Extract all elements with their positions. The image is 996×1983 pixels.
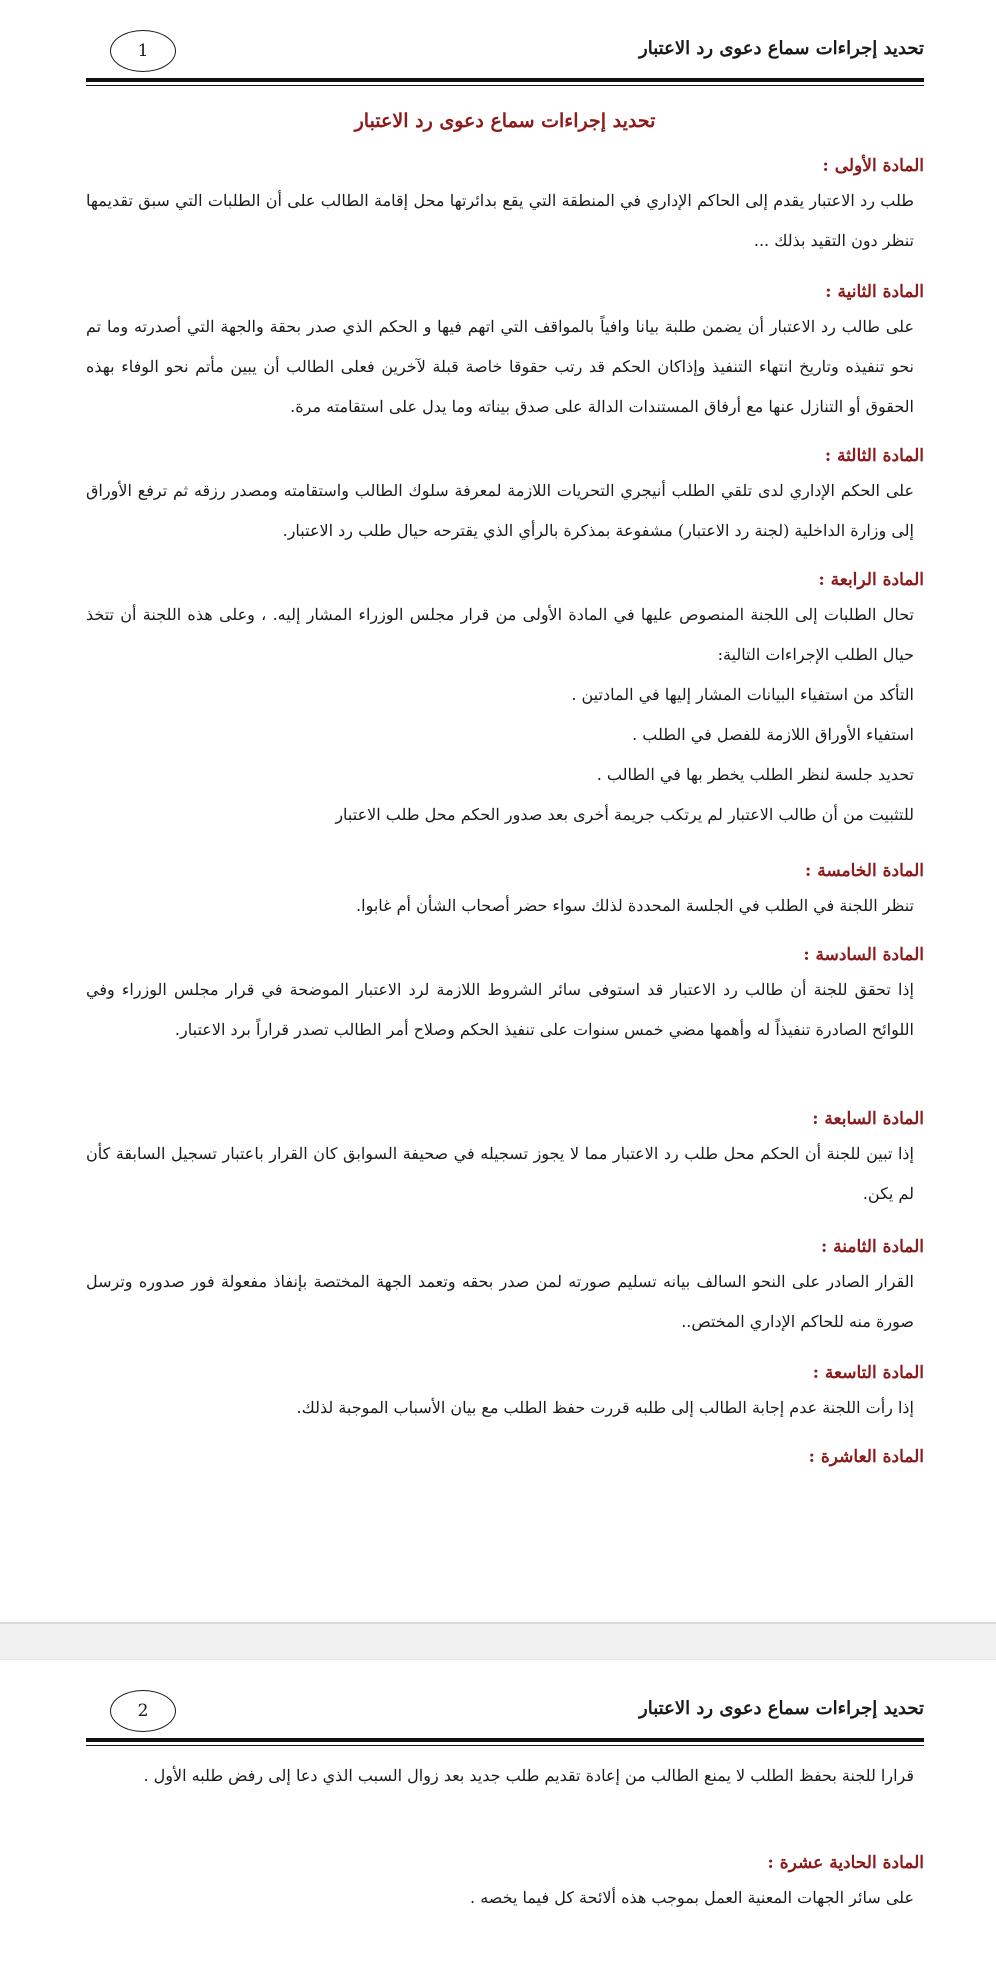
article-heading: المادة الحادية عشرة :: [767, 1853, 924, 1873]
article-heading: المادة العاشرة :: [808, 1447, 924, 1467]
article-heading: المادة التاسعة :: [812, 1363, 924, 1383]
article-6: [86, 940, 924, 1050]
list-item: تحديد جلسة لنظر الطلب يخطر بها في الطالب .: [596, 765, 914, 784]
article-text: إذا رأت اللجنة عدم إجابة الطالب إلى طلبه قررت حفظ الطلب مع بيان الأسباب الموجبة لذلك.: [296, 1398, 914, 1417]
article-2: [86, 277, 924, 427]
article-3: [86, 441, 924, 551]
document-title: تحديد إجراءات سماع دعوى رد الاعتبار: [354, 110, 656, 132]
article-heading: المادة السادسة :: [803, 945, 924, 965]
article-text: على الحكم الإداري لدى تلقي الطلب أنيجري التحريات اللازمة لمعرفة سلوك الطالب واستقامته ومصدر رزقه ثم ترفع الأوراق إلى وزارة الداخلية (لجنة رد الاعتبار) مشفوعة بمذكرة بالرأي الذي يقترحه حيال طلب رد الاعتبار.: [86, 481, 914, 540]
article-5: [86, 856, 924, 926]
header-title: تحديد إجراءات سماع دعوى رد الاعتبار: [639, 38, 924, 59]
article-7: [86, 1104, 924, 1214]
list-item: التأكد من استفياء البيانات المشار إليها في المادتين .: [571, 685, 914, 704]
article-text: القرار الصادر على النحو السالف بيانه تسليم صورته لمن صدر بحقه وتعمد الجهة المختصة بإنفاذ مفعولة فور صدوره وترسل صورة منه للحاكم الإداري المختص..: [86, 1272, 914, 1331]
article-text: إذا تبين للجنة أن الحكم محل طلب رد الاعتبار مما لا يجوز تسجيله في صحيفة السوابق كان القرار باعتبار تسجيل السابقة كأن لم يكن.: [86, 1144, 914, 1203]
document-page-2: [0, 1660, 996, 1983]
header-rule-thin: [86, 1745, 924, 1746]
list-item: استفياء الأوراق اللازمة للفصل في الطلب .: [632, 725, 914, 744]
page-header: [86, 0, 924, 80]
article-heading: المادة الأولى :: [822, 156, 924, 176]
list-item: للتثبيت من أن طالب الاعتبار لم يرتكب جريمة أخرى بعد صدور الحكم محل طلب الاعتبار: [335, 805, 914, 824]
article-heading: المادة الثانية :: [825, 282, 924, 302]
article-heading: المادة الرابعة :: [818, 570, 924, 590]
article-text: تحال الطلبات إلى اللجنة المنصوص عليها في المادة الأولى من قرار مجلس الوزراء المشار إليه. ، وعلى هذه اللجنة أن تتخذ حيال الطلب الإجراءات التالية:: [86, 605, 914, 664]
header-rule-thin: [86, 85, 924, 86]
article-1: [86, 151, 924, 261]
article-4: [86, 565, 924, 835]
article-text: على طالب رد الاعتبار أن يضمن طلبة بيانا وافياً بالمواقف التي اتهم فيها و الحكم الذي صدر بحقة والجهة التي أصدرته وما تم نحو تنفيذه وتاريخ انتهاء التنفيذ وإذاكان الحكم قد رتب حقوقا خاصة قبلة لآخرين فعلى الطالب أن يبين مأتم نحو الوفاء بهذه الحقوق أو التنازل عنها مع أرفاق المستندات الدالة على صدق بيناته وما يدل على استقامته مرة.: [86, 317, 915, 416]
article-heading: المادة الثالثة :: [824, 446, 924, 466]
article-11: [86, 1848, 924, 1918]
header-rule: [86, 1738, 924, 1742]
article-9: [86, 1358, 924, 1428]
page-header: [86, 1660, 924, 1740]
article-text: على سائر الجهات المعنية العمل بموجب هذه ألائحة كل فيما يخصه .: [470, 1888, 914, 1907]
article-heading: المادة الثامنة :: [820, 1237, 924, 1257]
article-text: طلب رد الاعتبار يقدم إلى الحاكم الإداري في المنطقة التي يقع بدائرتها محل إقامة الطالب على أن الطلبات التي سبق تقديمها تنظر دون التقيد بذلك ...: [86, 191, 914, 250]
article-8: [86, 1232, 924, 1342]
header-title: تحديد إجراءات سماع دعوى رد الاعتبار: [639, 1698, 924, 1719]
article-10: [86, 1442, 924, 1472]
article-text: إذا تحقق للجنة أن طالب رد الاعتبار قد استوفى سائر الشروط اللازمة لرد الاعتبار الموضحة في قرار مجلس الوزراء وفي اللوائح الصادرة تنفيذاً له وأهمها مضي خمس سنوات على تنفيذ الحكم وصلاح أمر الطالب تصدر قراراً برد الاعتبار.: [86, 980, 914, 1039]
page-number: 2: [110, 1690, 176, 1732]
page-separator: [0, 1622, 996, 1660]
article-heading: المادة الخامسة :: [805, 861, 924, 881]
article-heading: المادة السابعة :: [812, 1109, 924, 1129]
header-rule: [86, 78, 924, 82]
continuation-block: [86, 1756, 924, 1796]
continuation-text: قرارا للجنة بحفظ الطلب لا يمنع الطالب من إعادة تقديم طلب جديد بعد زوال السبب الذي دعا إلى رفض طلبه الأول .: [143, 1766, 914, 1785]
article-text: تنظر اللجنة في الطلب في الجلسة المحددة لذلك سواء حضر أصحاب الشأن أم غابوا.: [356, 896, 914, 915]
page-number: 1: [110, 30, 176, 72]
